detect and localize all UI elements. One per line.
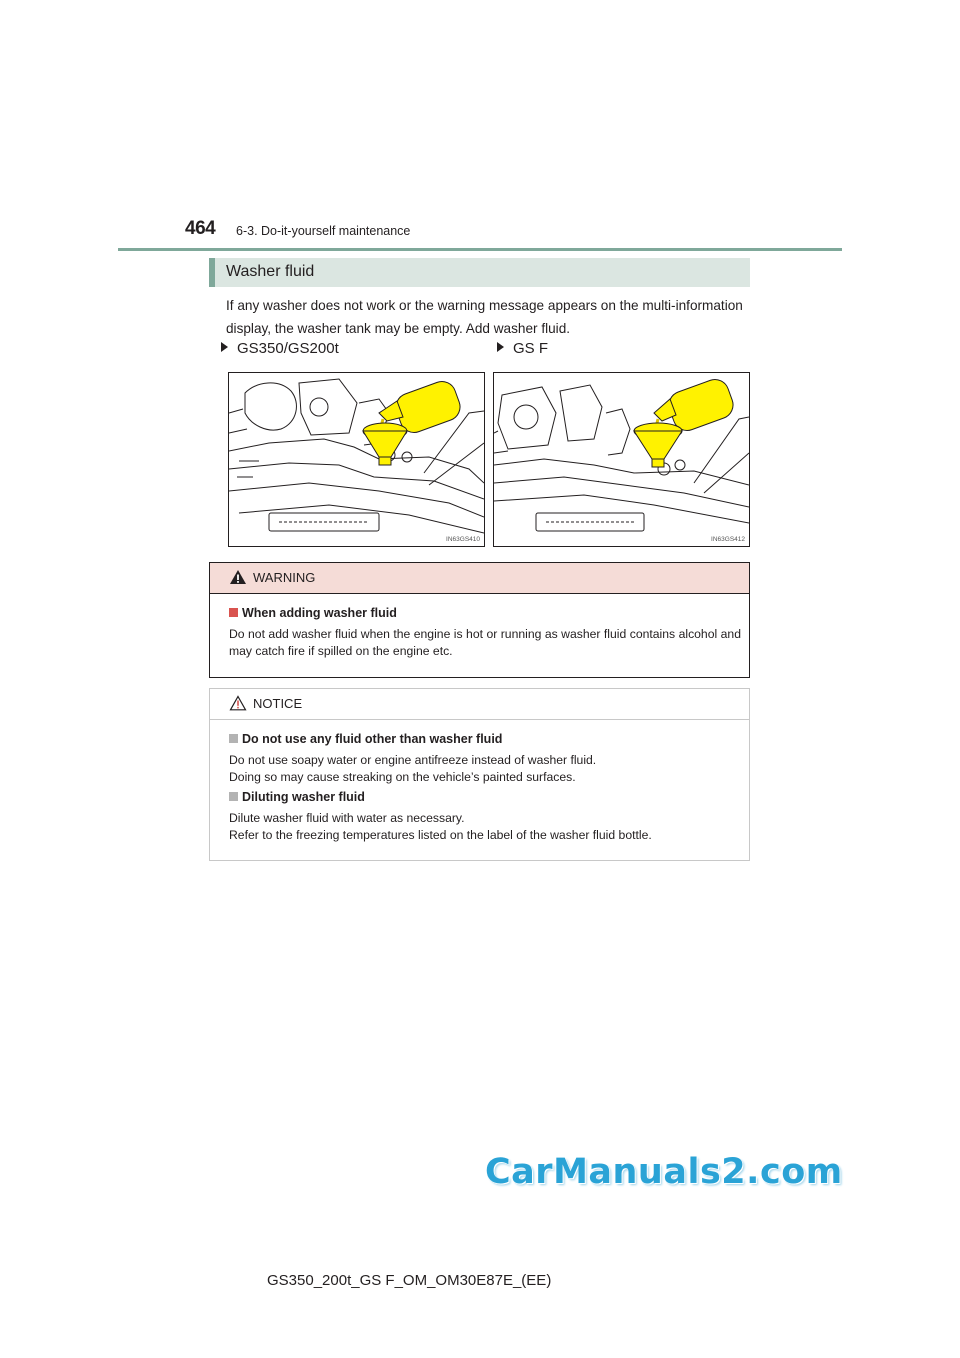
model-label-text: GS350/GS200t (237, 340, 339, 357)
section-title-bar (209, 258, 750, 287)
arrow-bullet-icon (497, 342, 504, 352)
illustration-code: IN63GS412 (711, 536, 745, 543)
notice-item-line: Do not use soapy water or engine antifreeze instead of washer fluid. (229, 753, 597, 767)
warning-box (209, 562, 750, 678)
illustration-gs350 (228, 372, 485, 547)
notice-item-title: Diluting washer fluid (229, 790, 365, 804)
square-bullet-icon (229, 608, 238, 617)
model-label-text: GS F (513, 340, 549, 357)
warning-item-title: When adding washer fluid (229, 606, 397, 620)
notice-item-line: Doing so may cause streaking on the vehicle’s painted surfaces. (229, 770, 576, 784)
illustration-code: IN63GS410 (446, 536, 480, 543)
header-section-title: 6-3. Do-it-yourself maintenance (236, 224, 411, 238)
watermark-logo: CarManuals2.com (485, 1152, 843, 1192)
model-label-gs350 (221, 340, 339, 357)
notice-triangle-icon (229, 695, 247, 711)
square-bullet-icon (229, 792, 238, 801)
square-bullet-icon (229, 734, 238, 743)
warning-heading: WARNING (253, 570, 316, 585)
notice-item-title: Do not use any fluid other than washer fluid (229, 732, 502, 746)
page-header (118, 214, 842, 251)
illustration-gsf (493, 372, 750, 547)
notice-item-line: Dilute washer fluid with water as necessary. (229, 811, 465, 825)
notice-item-line: Refer to the freezing temperatures listed on the label of the washer fluid bottle. (229, 828, 652, 842)
intro-paragraph: If any washer does not work or the warning message appears on the multi-information display, the washer tank may be empty. Add washer fluid. (226, 298, 743, 336)
warning-item-text: Do not add washer fluid when the engine is hot or running as washer fluid contains alcohol and may catch fire if spilled on the engine etc. (229, 627, 741, 658)
warning-header (210, 563, 749, 594)
engine-bay-illustration (229, 373, 484, 546)
page-number: 464 (185, 218, 216, 239)
section-title: Washer fluid (226, 263, 315, 280)
model-label-gsf (497, 340, 548, 357)
engine-bay-illustration (494, 373, 749, 546)
warning-triangle-icon (229, 569, 247, 585)
notice-box (209, 688, 750, 861)
arrow-bullet-icon (221, 342, 228, 352)
notice-header (210, 689, 749, 720)
footer-model-code: GS350_200t_GS F_OM_OM30E87E_(EE) (267, 1272, 552, 1289)
notice-heading: NOTICE (253, 696, 303, 711)
